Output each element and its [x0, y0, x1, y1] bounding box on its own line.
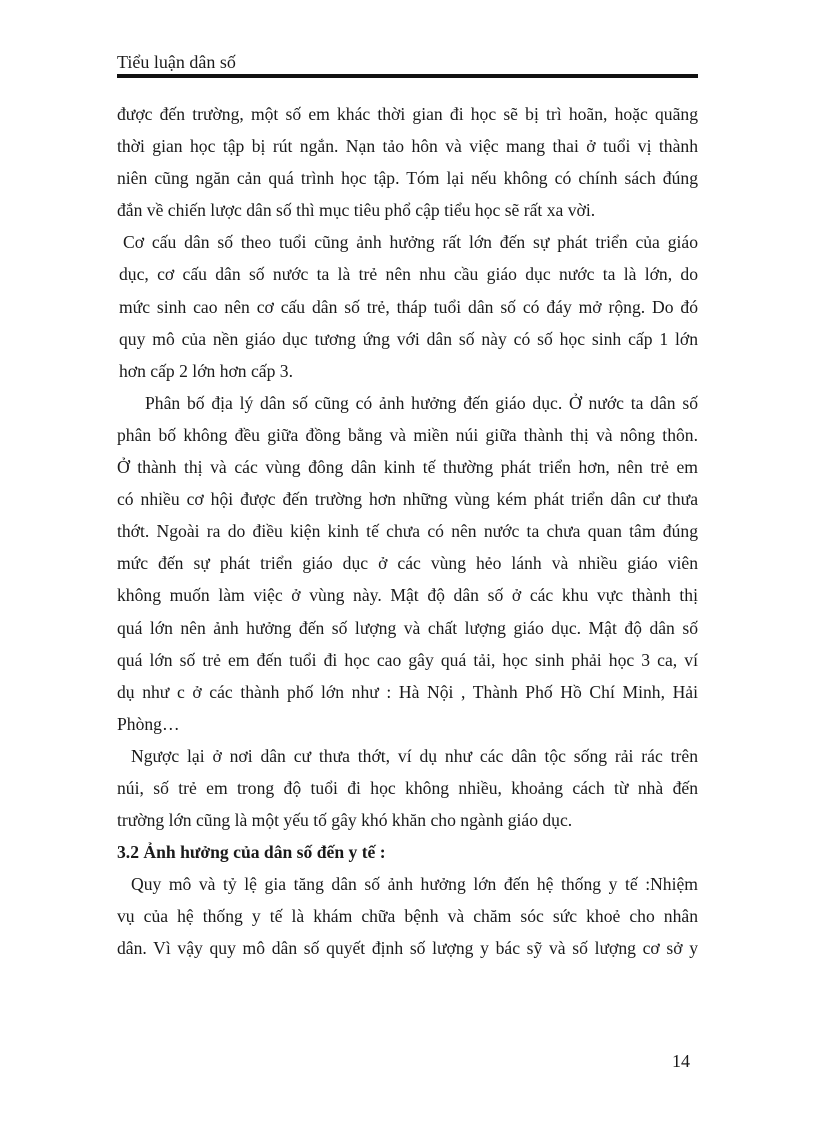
text-line: không muốn làm việc ở vùng này. Mật độ dân số ở các khu vực thành thị: [117, 585, 698, 606]
text-line: được đến trường, một số em khác thời gian đi học sẽ bị trì hoãn, hoặc quãng: [117, 104, 698, 124]
text-line: Phòng…: [117, 713, 180, 734]
text-line: dân. Vì vậy quy mô dân số quyết định số lượng y bác sỹ và số lượng cơ sở y: [117, 938, 698, 959]
text-line: hơn cấp 2 lớn hơn cấp 3.: [119, 360, 293, 381]
page-number: 14: [672, 1051, 690, 1071]
text-line: núi, số trẻ em trong độ tuổi đi học không nhiều, khoảng cách từ nhà đến: [117, 777, 698, 798]
paragraph: [117, 740, 698, 836]
text-line: Ngược lại ở nơi dân cư thưa thớt, ví dụ như các dân tộc sống rải rác trên: [131, 745, 698, 766]
document-body: [117, 98, 698, 965]
paragraph: [117, 868, 698, 964]
text-line: Cơ cấu dân số theo tuổi cũng ảnh hưởng rất lớn đến sự phát triển của giáo: [123, 232, 698, 253]
text-line: vụ của hệ thống y tế là khám chữa bệnh và chăm sóc sức khoẻ cho nhân: [117, 906, 698, 927]
text-line: quá lớn số trẻ em đến tuổi đi học cao gây quá tải, học sinh phải học 3 ca, ví: [117, 649, 698, 670]
page-header-title: Tiểu luận dân số: [117, 52, 236, 72]
text-line: quá lớn nên ảnh hưởng đến số lượng và chất lượng giáo dục. Mật độ dân số: [117, 617, 698, 638]
text-line: đắn về chiến lược dân số thì mục tiêu phổ cập tiểu học sẽ rất xa vời.: [117, 200, 596, 221]
text-line: thời gian học tập bị rút ngắn. Nạn tảo hôn và việc mang thai ở tuổi vị thành: [117, 136, 698, 157]
text-line: mức đến sự phát triển giáo dục ở các vùng hẻo lánh và nhiều giáo viên: [117, 553, 698, 574]
text-line: có nhiều cơ hội được đến trường hơn những vùng kém phát triển dân cư thưa: [117, 489, 698, 510]
text-line: quy mô của nền giáo dục tương ứng với dân số này có số học sinh cấp 1 lớn: [119, 328, 698, 349]
text-line: Phân bố địa lý dân số cũng có ảnh hưởng đến giáo dục. Ở nước ta dân số: [145, 392, 698, 413]
text-line: mức sinh cao nên cơ cấu dân số trẻ, tháp tuổi dân số có đáy mở rộng. Do đó: [119, 296, 698, 317]
text-line: Ở thành thị và các vùng đông dân kinh tế thường phát triển hơn, nên trẻ em: [117, 457, 698, 478]
section-heading: 3.2 Ảnh hưởng của dân số đến y tế :: [117, 842, 386, 863]
paragraph: [117, 387, 698, 740]
paragraph: [117, 226, 698, 386]
text-line: trường lớn cũng là một yếu tố gây khó khăn cho ngành giáo dục.: [117, 810, 573, 831]
text-line: dục, cơ cấu dân số nước ta là trẻ nên nhu cầu giáo dục nước ta là lớn, do: [119, 264, 698, 285]
text-line: thớt. Ngoài ra do điều kiện kinh tế chưa có nên nước ta chưa quan tâm đúng: [117, 521, 698, 542]
text-line: dụ như c ở các thành phố lớn như : Hà Nội , Thành Phố Hồ Chí Minh, Hải: [117, 681, 698, 702]
text-line: Quy mô và tỷ lệ gia tăng dân số ảnh hưởng lớn đến hệ thống y tế :Nhiệm: [131, 874, 698, 895]
paragraph: [117, 98, 698, 226]
text-line: niên cũng ngăn cản quá trình học tập. Tóm lại nếu không có chính sách đúng: [117, 168, 698, 189]
header-divider: [117, 74, 698, 78]
text-line: phân bố không đều giữa đồng bằng và miền núi giữa thành thị và nông thôn.: [117, 424, 698, 445]
